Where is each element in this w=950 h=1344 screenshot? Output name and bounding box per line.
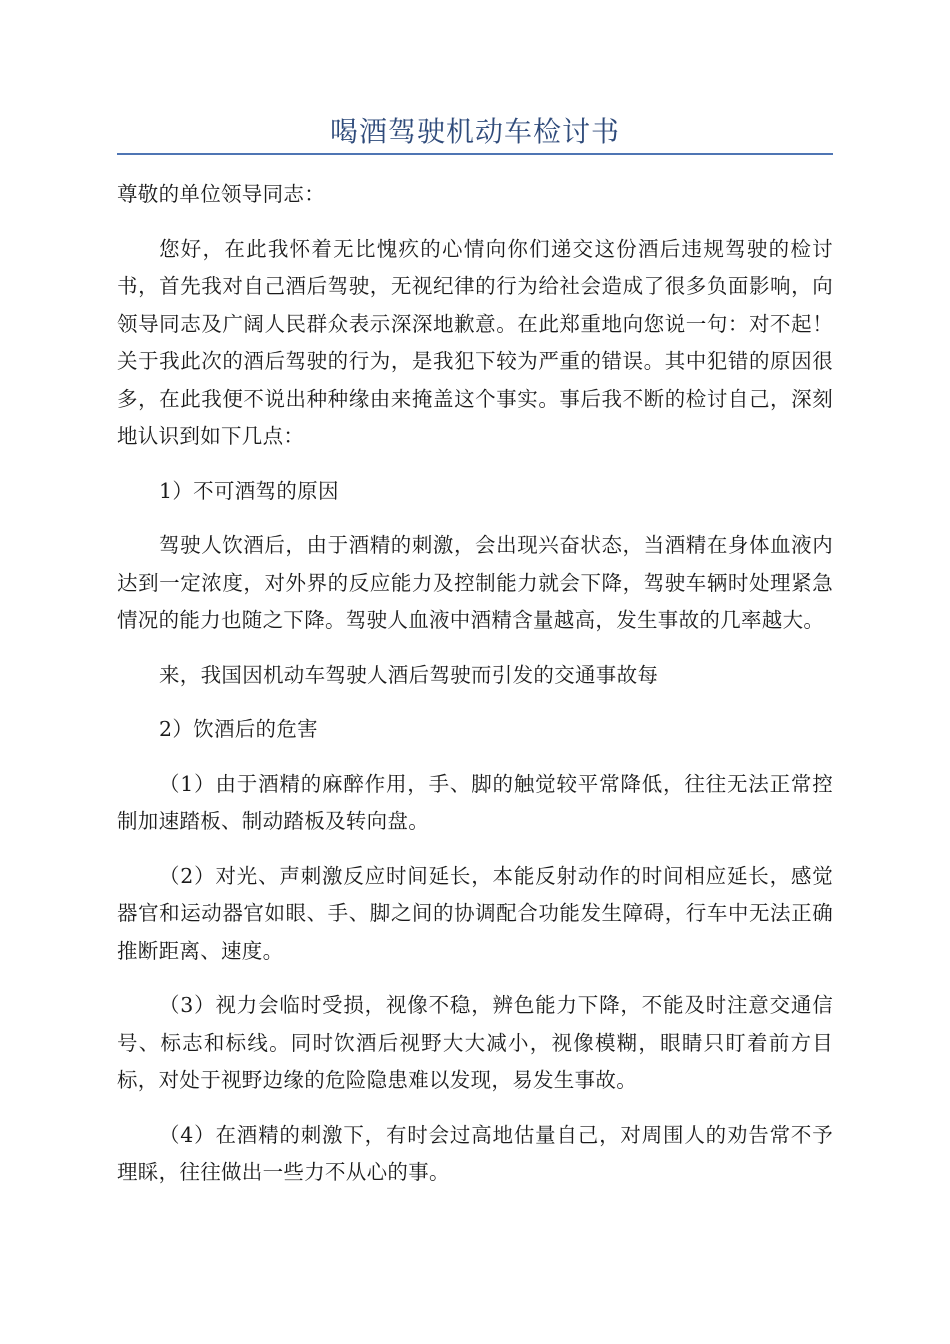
title-underline (117, 153, 833, 155)
salutation: 尊敬的单位领导同志： (117, 182, 325, 206)
document-body (117, 176, 833, 1209)
section-heading-1: 1）不可酒驾的原因 (159, 478, 339, 503)
section-heading-2: 2）饮酒后的危害 (159, 717, 318, 741)
document-title: 喝酒驾驶机动车检讨书 (329, 115, 620, 148)
paragraph-reason: 驾驶人饮酒后，由于酒精的刺激，会出现兴奋状态，当酒精在身体血液内达到一定浓度，对外界的反应能力及控制能力就会下降，驾驶车辆时处理紧急情况的能力也随之下降。驾驶人血液中酒精含量越高，发生事故的几率越大。 (117, 533, 833, 632)
list-item-1: （1）由于酒精的麻醉作用，手、脚的触觉较平常降低，往往无法正常控制加速踏板、制动踏板及转向盘。 (117, 771, 833, 833)
list-item-4: （4）在酒精的刺激下，有时会过高地估量自己，对周围人的劝告常不予理睬，往往做出一些力不从心的事。 (117, 1122, 833, 1184)
list-item-2: （2）对光、声刺激反应时间延长，本能反射动作的时间相应延长，感觉器官和运动器官如眼、手、脚之间的协调配合功能发生障碍，行车中无法正确推断距离、速度。 (117, 863, 833, 963)
list-item-3: （3）视力会临时受损，视像不稳，辨色能力下降，不能及时注意交通信号、标志和标线。同时饮酒后视野大大减小，视像模糊，眼睛只盯着前方目标，对处于视野边缘的危险隐患难以发现，易发生事故。 (117, 993, 833, 1092)
paragraph-intro: 您好，在此我怀着无比愧疚的心情向你们递交这份酒后违规驾驶的检讨书，首先我对自己酒后驾驶，无视纪律的行为给社会造成了很多负面影响，向领导同志及广阔人民群众表示深深地歉意。在此郑重地向您说一句：对不起！关于我此次的酒后驾驶的行为，是我犯下较为严重的错误。其中犯错的原因很多，在此我便不说出种种缘由来掩盖这个事实。事后我不断的检讨自己，深刻地认识到如下几点： (117, 236, 833, 448)
paragraph-fragment: 来，我国因机动车驾驶人酒后驾驶而引发的交通事故每 (159, 662, 659, 687)
